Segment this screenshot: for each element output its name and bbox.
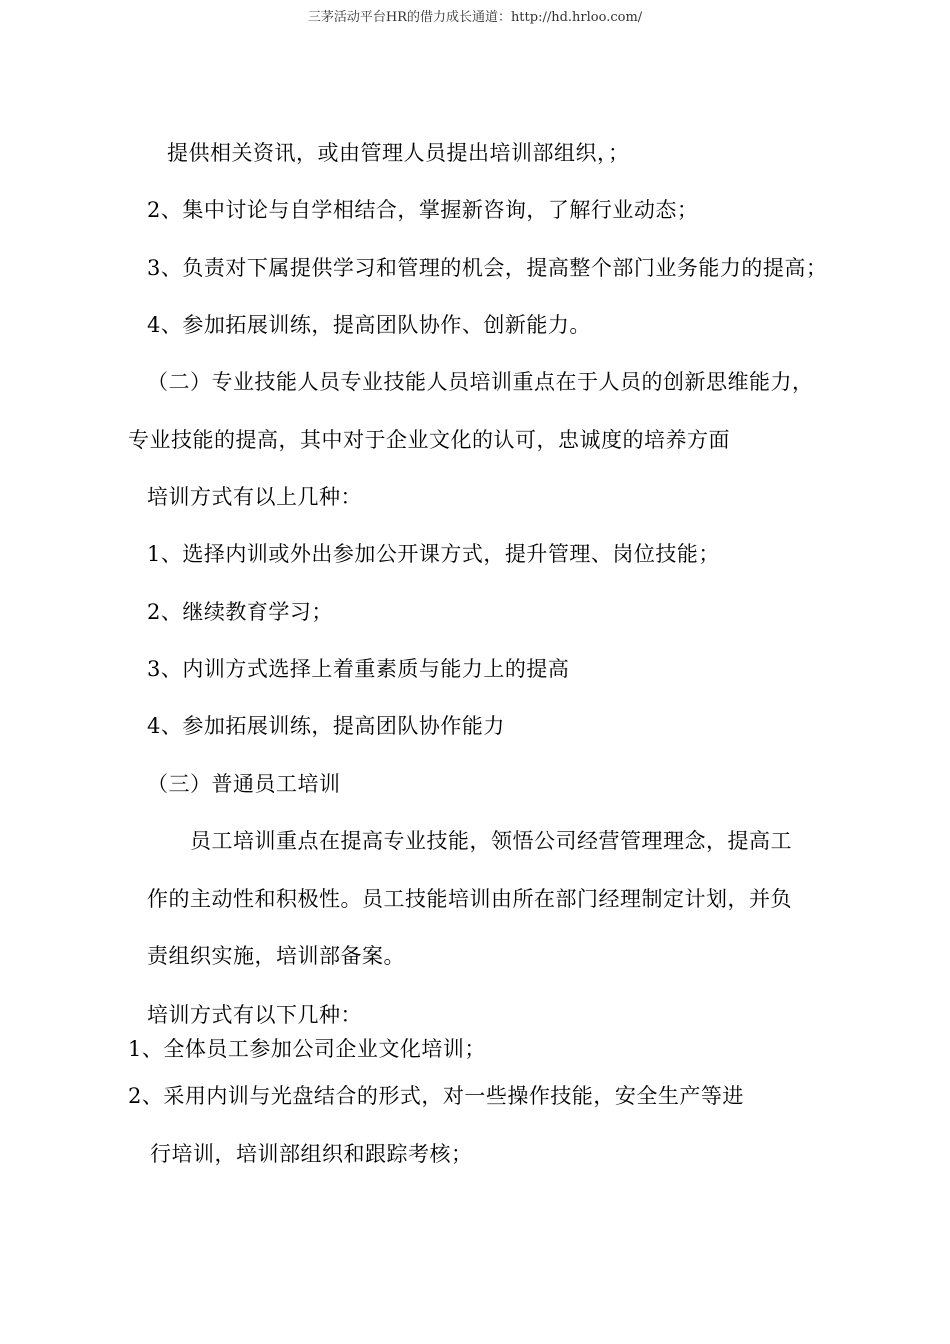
body-line-11: 4、参加拓展训练，提高团队协作能力 — [147, 714, 505, 738]
body-line-16: 培训方式有以下几种： — [147, 1003, 362, 1027]
body-line-4: 4、参加拓展训练，提高团队协作、创新能力。 — [147, 313, 591, 337]
body-line-7: 培训方式有以上几种： — [147, 485, 362, 509]
body-line-15: 责组织实施，培训部备案。 — [147, 944, 405, 968]
body-line-13: 员工培训重点在提高专业技能，领悟公司经营管理理念，提高工 — [190, 829, 792, 853]
body-line-18: 2、采用内训与光盘结合的形式，对一些操作技能，安全生产等进 — [128, 1084, 744, 1108]
body-line-1: 提供相关资讯，或由管理人员提出培训部组织，； — [167, 141, 630, 165]
body-line-17: 1、全体员工参加公司企业文化培训； — [128, 1037, 486, 1061]
body-line-2: 2、集中讨论与自学相结合，掌握新咨询，了解行业动态； — [147, 198, 699, 222]
body-line-9: 2、继续教育学习； — [147, 600, 333, 624]
body-line-6: 专业技能的提高，其中对于企业文化的认可，忠诚度的培养方面 — [128, 428, 730, 452]
body-line-3: 3、负责对下属提供学习和管理的机会，提高整个部门业务能力的提高； — [147, 256, 828, 280]
section-heading-2: （二）专业技能人员专业技能人员培训重点在于人员的创新思维能力， — [147, 370, 814, 394]
page-header: 三茅活动平台HR的借力成长通道：http://hd.hrloo.com/ — [307, 10, 643, 25]
body-line-8: 1、选择内训或外出参加公开课方式，提升管理、岗位技能； — [147, 542, 720, 566]
body-line-19: 行培训，培训部组织和跟踪考核； — [150, 1142, 473, 1166]
body-line-14: 作的主动性和积极性。员工技能培训由所在部门经理制定计划，并负 — [147, 887, 792, 911]
section-heading-3: （三）普通员工培训 — [147, 772, 341, 796]
body-line-10: 3、内训方式选择上着重素质与能力上的提高 — [147, 657, 570, 681]
